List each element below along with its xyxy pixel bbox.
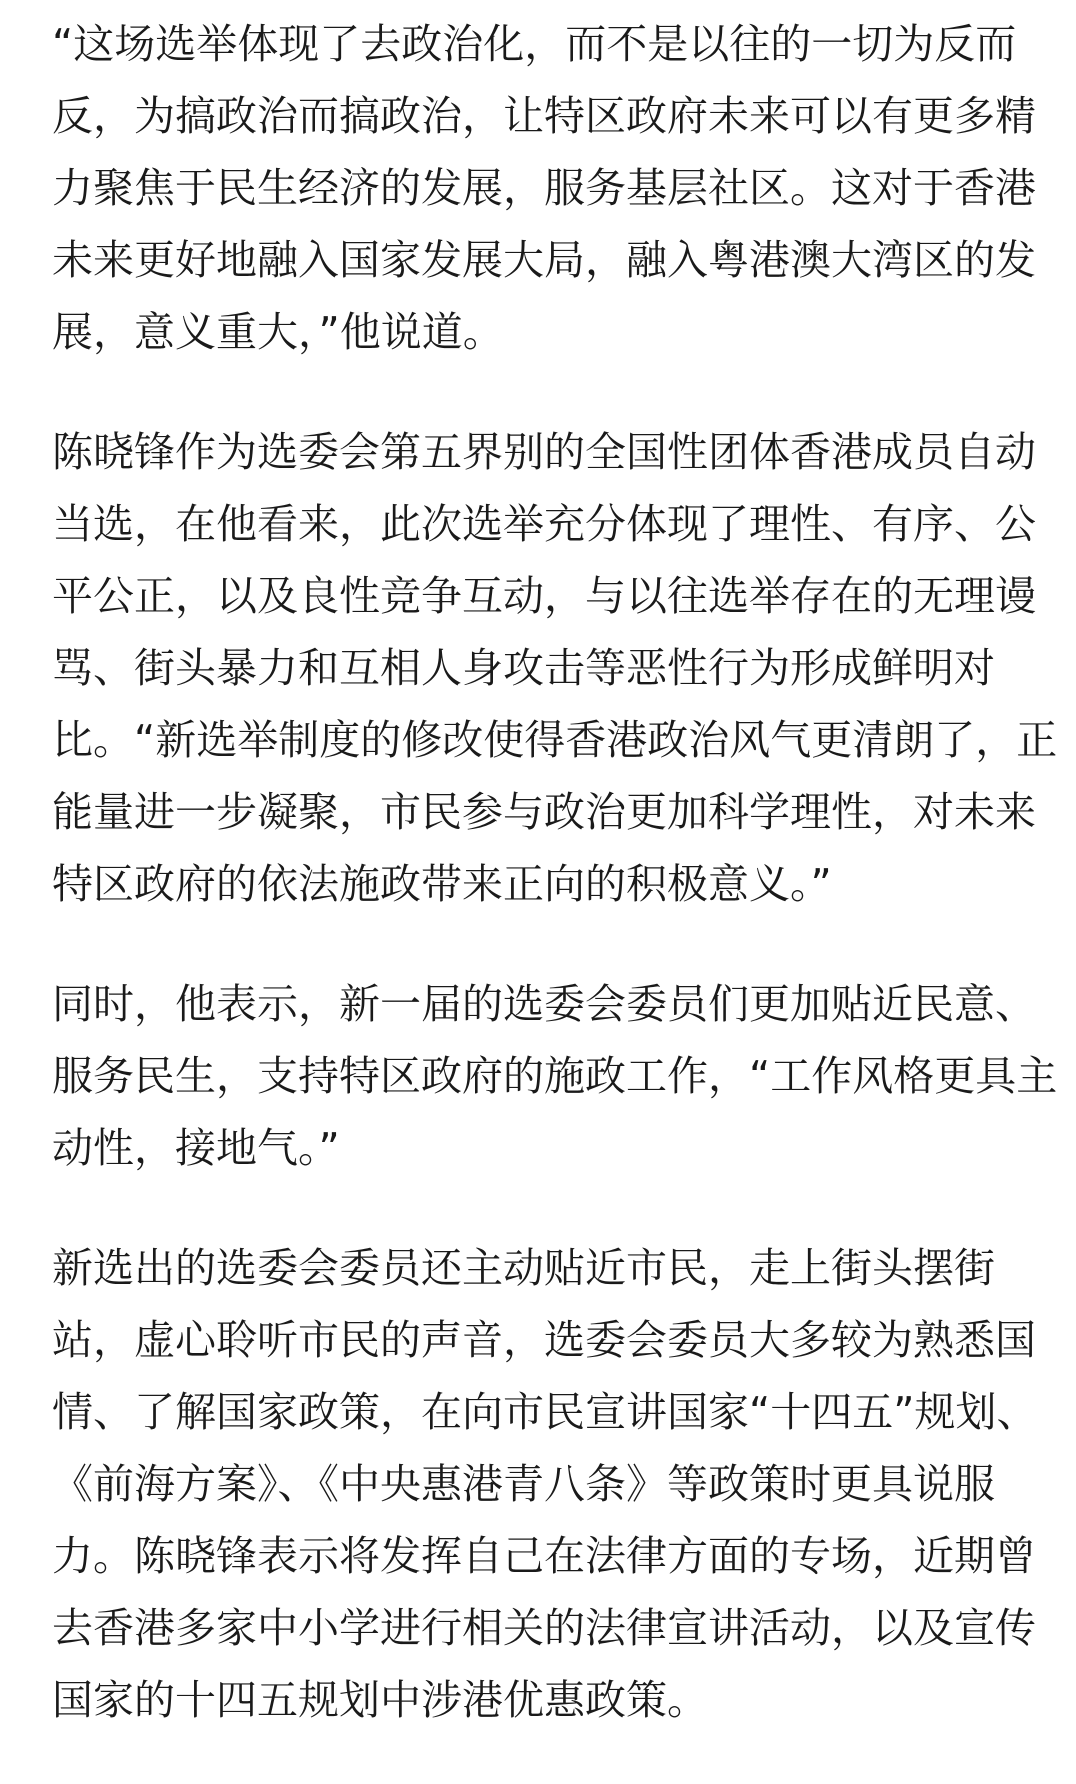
text-line: 平公正，以及良性竞争互动，与以往选举存在的无理谩 (52, 572, 1036, 620)
text-line: 能量进一步凝聚，市民参与政治更加科学理性，对未来 (52, 788, 1036, 836)
text-line: 展，意义重大，”他说道。 (52, 308, 504, 356)
text-line: 陈晓锋作为选委会第五界别的全国性团体香港成员自动 (52, 428, 1036, 476)
paragraph-2 (52, 416, 1058, 920)
text-line: 同时，他表示，新一届的选委会委员们更加贴近民意、 (52, 980, 1036, 1028)
text-line: 特区政府的依法施政带来正向的积极意义。” (52, 860, 832, 908)
text-line: 骂、街头暴力和互相人身攻击等恶性行为形成鲜明对 (52, 644, 995, 692)
text-line: 反，为搞政治而搞政治，让特区政府未来可以有更多精 (52, 92, 1036, 140)
text-line: 《前海方案》、《中央惠港青八条》等政策时更具说服 (52, 1460, 995, 1508)
text-line: “这场选举体现了去政治化，而不是以往的一切为反而 (52, 20, 1017, 68)
paragraph-3 (52, 968, 1058, 1184)
text-line: 力聚焦于民生经济的发展，服务基层社区。这对于香港 (52, 164, 1036, 212)
paragraph-1 (52, 8, 1052, 368)
paragraph-4 (52, 1232, 1052, 1736)
text-line: 国家的十四五规划中涉港优惠政策。 (52, 1676, 708, 1724)
text-line: 站，虚心聆听市民的声音，选委会委员大多较为熟悉国 (52, 1316, 1036, 1364)
text-line: 比。“新选举制度的修改使得香港政治风气更清朗了，正 (52, 716, 1058, 764)
text-line: 情、了解国家政策，在向市民宣讲国家“十四五”规划、 (52, 1388, 1038, 1436)
text-line: 新选出的选委会委员还主动贴近市民，走上街头摆街 (52, 1244, 995, 1292)
text-line: 未来更好地融入国家发展大局，融入粤港澳大湾区的发 (52, 236, 1036, 284)
text-line: 当选，在他看来，此次选举充分体现了理性、有序、公 (52, 500, 1036, 548)
article-body (52, 8, 1058, 1784)
text-line: 力。陈晓锋表示将发挥自己在法律方面的专场，近期曾 (52, 1532, 1036, 1580)
text-line: 服务民生，支持特区政府的施政工作，“工作风格更具主 (52, 1052, 1058, 1100)
text-line: 动性，接地气。” (52, 1124, 340, 1172)
text-line: 去香港多家中小学进行相关的法律宣讲活动，以及宣传 (52, 1604, 1036, 1652)
